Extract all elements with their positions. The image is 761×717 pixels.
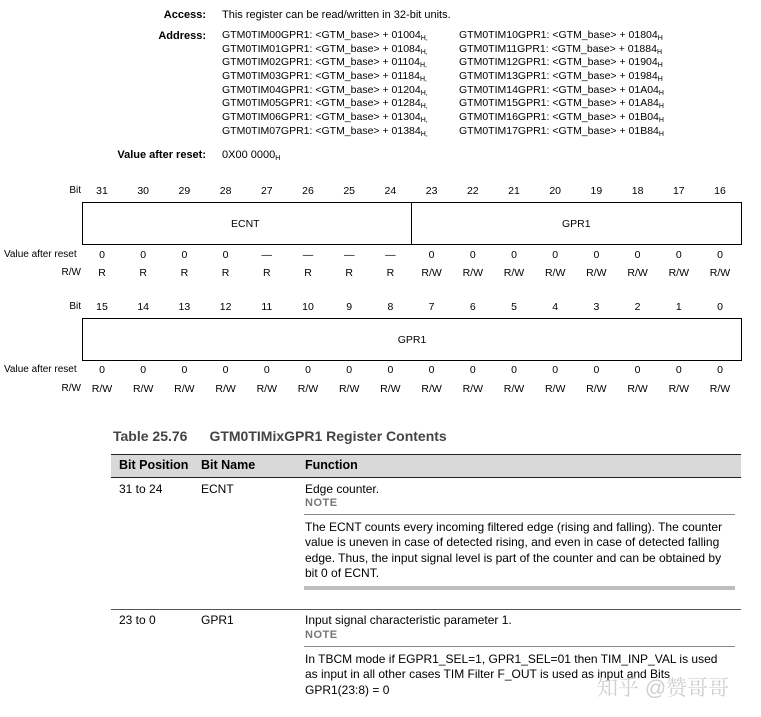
address-line [222, 84, 428, 98]
address-text: GTM0TIM14GPR1: <GTM_base> + 01A04 [459, 83, 659, 96]
reset-value-cell: 0 [181, 249, 188, 261]
reset-value-cell: — [302, 249, 314, 261]
row1-note: The ECNT counts every incoming filtered edge (rising and falling). The counter value is uneven in case of detected rising, and even in case of detected falling edge. Thus, the input signal level is part of the counter and can be obtained by bit 0 of ECNT. [305, 520, 723, 581]
address-line [222, 56, 428, 70]
address-text: GTM0TIM07GPR1: <GTM_base> + 01384 [222, 124, 421, 137]
address-text: GTM0TIM01GPR1: <GTM_base> + 01084 [222, 42, 421, 55]
bit-number: 5 [511, 301, 517, 313]
row1-note-label: NOTE [305, 497, 338, 509]
reset-value-cell: 0 [428, 364, 435, 376]
reset-value-cell: — [343, 249, 355, 261]
bit-number: 24 [384, 185, 397, 197]
bit-label-lower: Bit [69, 301, 81, 312]
register-box-lower [82, 318, 742, 361]
reset-value-cell: 0 [99, 249, 105, 261]
field-ecnt: ECNT [231, 218, 260, 230]
reset-value [222, 149, 280, 166]
address-text: GTM0TIM13GPR1: <GTM_base> + 01984 [459, 70, 658, 83]
address-text: GTM0TIM06GPR1: <GTM_base> + 01304 [222, 111, 421, 124]
address-line [222, 111, 428, 125]
address-suffix: H, [420, 48, 428, 56]
address-suffix: H, [419, 76, 427, 84]
address-line [459, 70, 664, 84]
address-text: GTM0TIM05GPR1: <GTM_base> + 01284 [222, 97, 421, 110]
table-number: Table 25.76 [113, 428, 188, 444]
rw-cell: R/W [668, 267, 689, 279]
address-line [222, 125, 428, 139]
bit-number: 9 [346, 301, 353, 313]
address-text: GTM0TIM12GPR1: <GTM_base> + 01904 [459, 56, 658, 69]
rw-cell: R [221, 267, 230, 279]
bit-number: 13 [178, 301, 191, 313]
row2-note: In TBCM mode if EGPR1_SEL=1, GPR1_SEL=01 then TIM_INP_VAL is used as input in all other cases TIM Filter F_OUT is used as input and Bits GPR1(23:8) = 0 [305, 652, 718, 697]
rw-cell: R/W [462, 267, 483, 279]
field-gpr1-lower: GPR1 [397, 333, 427, 346]
reset-value-cell: 0 [717, 249, 723, 261]
address-list-right [459, 29, 664, 139]
address-suffix: H [658, 117, 664, 125]
reset-value-cell: 0 [387, 364, 394, 376]
address-suffix: H [656, 48, 662, 56]
reset-value-cell: 0 [593, 249, 600, 261]
bit-number: 15 [96, 301, 108, 313]
header-function: Function [305, 458, 358, 472]
rw-cell: R/W [586, 383, 607, 395]
address-text: GTM0TIM02GPR1: <GTM_base> + 01104 [222, 56, 420, 69]
row1-name: ECNT [201, 482, 234, 496]
reset-value-cell: 0 [634, 249, 641, 261]
reset-value-cell: 0 [428, 249, 435, 261]
reset-value-cell: 0 [346, 364, 353, 376]
address-list-left [222, 29, 428, 139]
address-suffix: H [658, 130, 664, 138]
rw-cell: R/W [709, 383, 731, 395]
bit-number: 4 [552, 301, 559, 313]
address-line [459, 84, 664, 98]
field-divider-24-23 [411, 202, 412, 245]
bit-number: 26 [302, 185, 314, 197]
address-suffix: H, [420, 130, 428, 138]
table-title [113, 428, 447, 444]
rw-cell: R/W [421, 383, 442, 395]
row1-function: Edge counter. [305, 482, 380, 496]
bit-number-row-lower [0, 301, 761, 315]
bit-number: 6 [469, 301, 476, 313]
reset-value-cell: 0 [222, 364, 229, 376]
rw-cell: R [139, 267, 147, 279]
address-line [459, 43, 664, 57]
field-gpr1-upper: GPR1 [562, 218, 591, 230]
reset-value-cell: — [385, 249, 396, 261]
rw-row-label: R/W [61, 267, 81, 278]
bit-number: 20 [549, 185, 562, 197]
address-suffix: H [657, 35, 663, 42]
rw-cell: R/W [709, 267, 731, 279]
bit-number: 19 [590, 185, 603, 197]
reset-value-cell: 0 [552, 249, 559, 261]
rw-cell: R/W [338, 383, 360, 395]
reset-value-cell: 0 [717, 364, 723, 376]
row-separator [111, 609, 741, 610]
rw-cell: R [345, 267, 353, 279]
reset-value-cell: 0 [181, 364, 188, 376]
address-suffix: H [657, 62, 663, 70]
reset-row-label-lower: Value after reset [4, 364, 77, 375]
rw-cell: R/W [132, 383, 154, 395]
reset-value-cell: 0 [634, 364, 641, 376]
bit-number: 8 [387, 301, 394, 313]
rw-cell: R/W [297, 383, 319, 395]
rw-cell: R [263, 267, 271, 279]
address-line [459, 97, 664, 111]
address-suffix: H, [420, 117, 428, 125]
rw-cell: R/W [668, 383, 689, 395]
address-suffix: H [657, 76, 663, 84]
address-line [459, 56, 664, 70]
bit-number: 29 [178, 185, 191, 197]
row1-position: 31 to 24 [119, 482, 163, 496]
address-label: Address: [158, 30, 206, 42]
bit-number: 1 [675, 301, 682, 313]
row2-position: 23 to 0 [119, 613, 156, 627]
access-text: This register can be read/written in 32-bit units. [222, 9, 451, 21]
rw-cell: R/W [627, 383, 648, 395]
rw-cell: R/W [544, 383, 566, 395]
address-text: GTM0TIM11GPR1: <GTM_base> + 01884 [459, 42, 657, 55]
reset-row-lower [0, 364, 761, 378]
rw-cell: R/W [215, 383, 236, 395]
reset-value-cell: 0 [469, 364, 476, 376]
bit-number: 14 [137, 301, 150, 313]
rw-cell: R/W [544, 267, 566, 279]
rw-cell: R/W [586, 267, 607, 279]
table-title-text: GTM0TIMixGPR1 Register Contents [209, 428, 447, 444]
reset-label: Value after reset: [117, 149, 206, 161]
reset-value-cell: 0 [222, 249, 229, 261]
address-suffix: H [658, 103, 664, 111]
reset-value-sub: H [275, 155, 281, 162]
address-line [222, 97, 428, 111]
bit-number: 18 [631, 185, 644, 197]
row2-name: GPR1 [201, 613, 234, 627]
row2-note-label: NOTE [305, 629, 338, 641]
reset-value-cell: 0 [593, 364, 600, 376]
rw-cell: R [98, 267, 106, 279]
reset-value-cell: 0 [675, 249, 682, 261]
rw-cell: R [180, 267, 189, 279]
rw-cell: R [386, 267, 395, 279]
reset-value-cell: 0 [140, 364, 147, 376]
reset-value-cell: 0 [99, 364, 105, 376]
address-text: GTM0TIM16GPR1: <GTM_base> + 01B04 [459, 111, 659, 124]
bit-number: 2 [634, 301, 641, 313]
rw-cell: R/W [627, 267, 648, 279]
rw-row-upper [0, 267, 761, 281]
rw-cell: R/W [503, 267, 525, 279]
reset-value-text: 0X00 0000 [222, 149, 276, 161]
bit-number: 22 [466, 185, 479, 197]
rw-cell: R/W [503, 383, 525, 395]
row2-note-rule [304, 646, 735, 647]
reset-value-cell: 0 [675, 364, 682, 376]
bit-number-row-upper [0, 185, 761, 199]
bit-number: 7 [428, 301, 435, 313]
bit-number: 3 [593, 301, 600, 313]
address-line [222, 43, 428, 57]
address-line [459, 125, 664, 139]
bit-number: 30 [137, 185, 150, 197]
rw-cell: R/W [91, 383, 113, 395]
access-label: Access: [163, 9, 206, 21]
rw-cell: R/W [256, 383, 277, 395]
rw-cell: R/W [462, 383, 483, 395]
address-text: GTM0TIM15GPR1: <GTM_base> + 01A84 [459, 97, 659, 110]
rw-row-lower [0, 383, 761, 397]
bit-number: 25 [343, 185, 356, 197]
address-suffix: H [658, 89, 664, 97]
address-suffix: H, [419, 62, 427, 70]
address-text: GTM0TIM04GPR1: <GTM_base> + 01204 [222, 83, 421, 96]
row2-function: Input signal characteristic parameter 1. [305, 613, 512, 627]
reset-value-cell: 0 [511, 364, 517, 376]
reset-row-label: Value after reset [4, 249, 77, 260]
register-box-upper [82, 202, 742, 245]
address-line [459, 29, 664, 43]
bit-number: 27 [260, 185, 273, 197]
reset-value-cell: 0 [305, 364, 311, 376]
bit-number: 16 [714, 185, 726, 197]
reset-value-cell: 0 [263, 364, 270, 376]
bit-number: 21 [508, 185, 520, 197]
header-bit-name: Bit Name [201, 458, 256, 472]
bit-number: 12 [219, 301, 232, 313]
address-line [222, 70, 428, 84]
bit-number: 23 [425, 185, 438, 197]
bit-number: 11 [261, 301, 273, 313]
rw-row-label-lower: R/W [61, 383, 81, 394]
bit-number: 0 [717, 301, 723, 313]
row1-note-rule-bottom [304, 586, 735, 590]
bit-number: 28 [219, 185, 232, 197]
watermark: 知乎 @赞哥哥 [597, 677, 730, 700]
address-suffix: H, [420, 35, 428, 42]
rw-cell: R/W [174, 383, 195, 395]
rw-cell: R [304, 267, 312, 279]
rw-cell: R/W [421, 267, 442, 279]
address-line [459, 111, 664, 125]
reset-value-cell: 0 [469, 249, 476, 261]
reset-value-cell: 0 [552, 364, 559, 376]
reset-row-upper [0, 249, 761, 263]
row1-note-rule [304, 514, 735, 515]
address-text: GTM0TIM00GPR1: <GTM_base> + 01004 [222, 29, 421, 41]
reset-value-cell: — [261, 249, 273, 261]
reset-value-cell: 0 [511, 249, 517, 261]
address-text: GTM0TIM03GPR1: <GTM_base> + 01184 [222, 70, 420, 83]
bit-number: 17 [672, 185, 685, 197]
rw-cell: R/W [380, 383, 401, 395]
address-text: GTM0TIM10GPR1: <GTM_base> + 01804 [459, 29, 658, 41]
bit-number: 10 [302, 301, 314, 313]
address-line [222, 29, 428, 43]
address-suffix: H, [420, 89, 428, 97]
address-text: GTM0TIM17GPR1: <GTM_base> + 01B84 [459, 124, 659, 137]
header-bit-position: Bit Position [119, 458, 189, 472]
bit-number: 31 [96, 185, 108, 197]
bit-label: Bit [69, 185, 81, 196]
reset-value-cell: 0 [140, 249, 147, 261]
address-suffix: H, [420, 103, 428, 111]
